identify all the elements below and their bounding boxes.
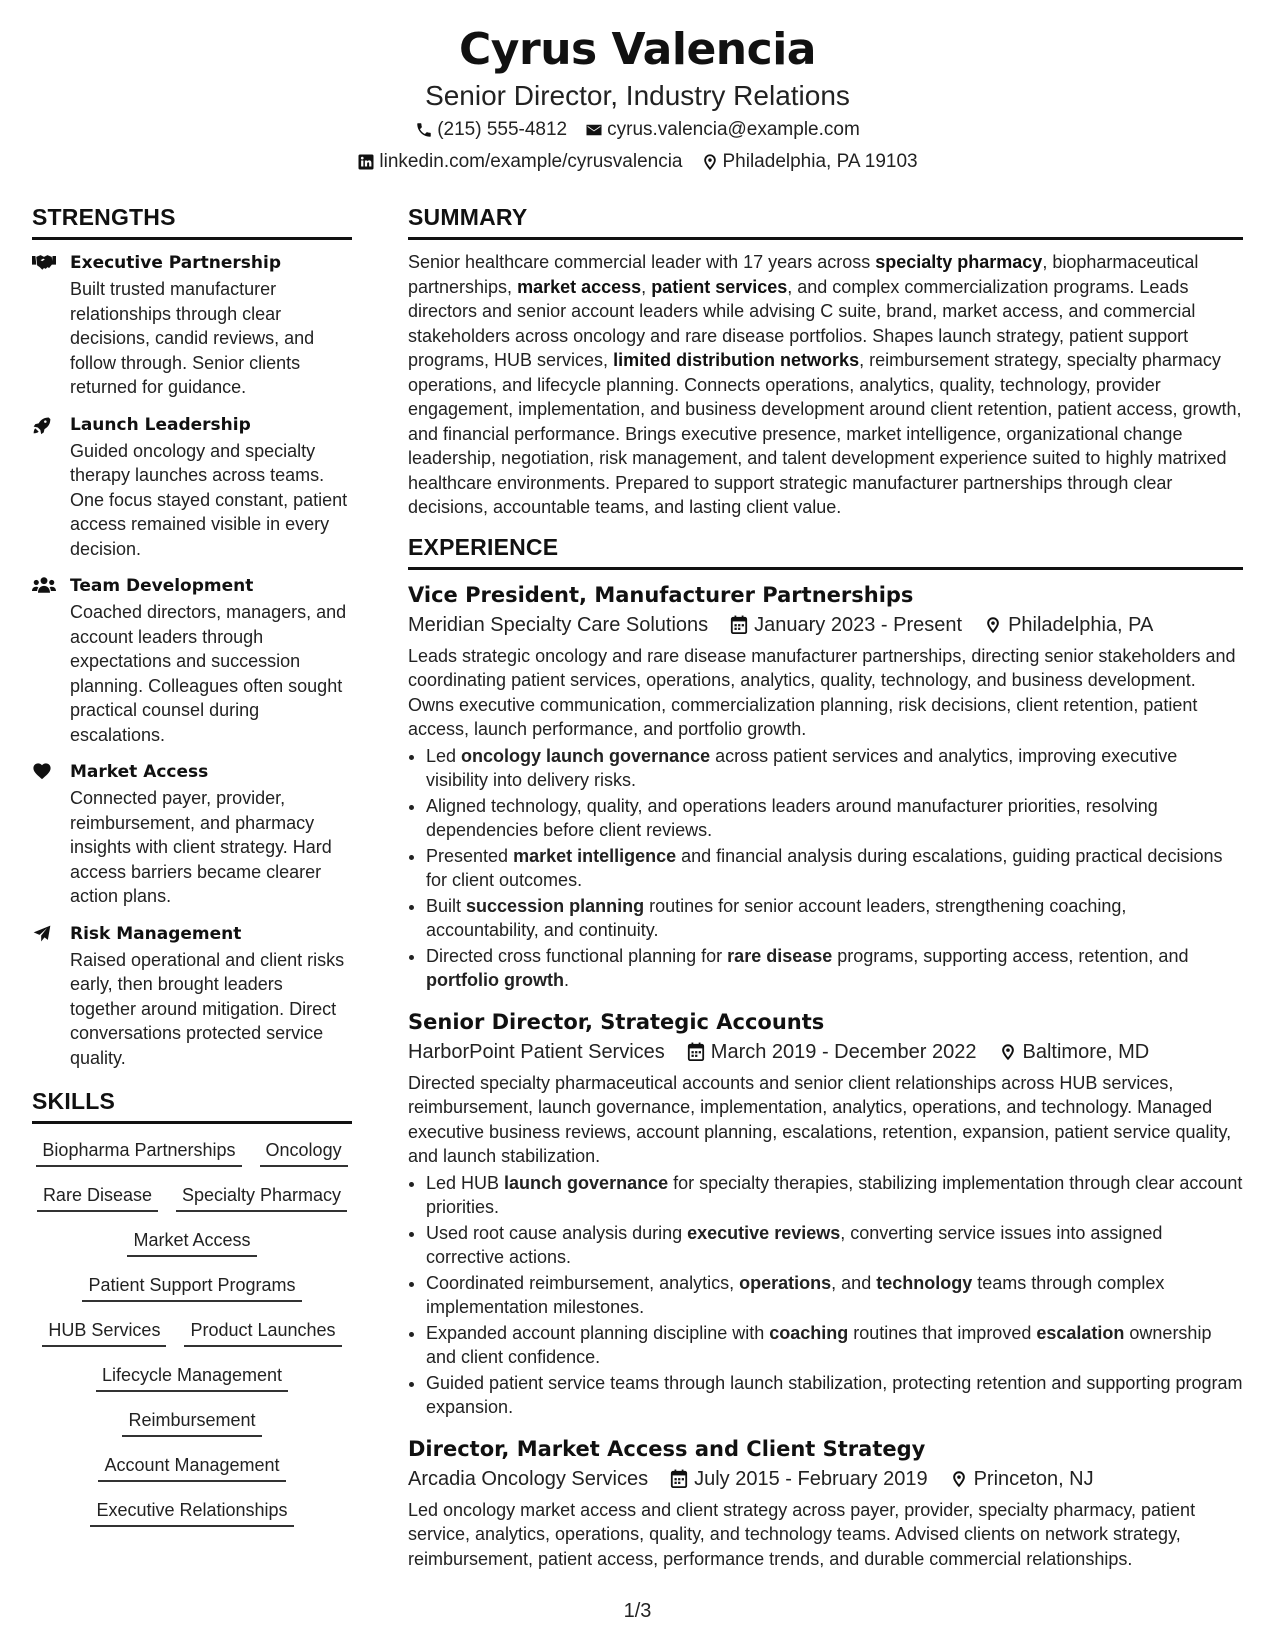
bullet-text: and financial analysis during escalations, guiding practical decisions for client outcomes.	[426, 845, 1223, 890]
bullet-text: Built	[426, 895, 467, 916]
bullet-text: Used root cause analysis during	[426, 1222, 688, 1243]
job-bullet	[426, 1271, 1243, 1320]
strength-body	[70, 250, 352, 400]
job-description: Directed specialty pharmaceutical accounts and senior client relationships across HUB services, reimbursement, launch governance, implementation, analytics, operations, and technology. Managed executive business reviews, account planning, escalations, retention, expansion, patient service quality, and launch stabilization.	[408, 1072, 1232, 1166]
bullet-emphasis: portfolio growth	[426, 970, 564, 990]
skill-tag: Reimbursement	[122, 1408, 261, 1437]
bullet-text: Directed cross functional planning for	[426, 945, 728, 966]
strength-title: Executive Partnership	[70, 253, 281, 273]
bullet-text: ownership and client confidence.	[426, 1322, 1212, 1367]
bullet-emphasis: technology	[876, 1272, 973, 1293]
bullet-text: for specialty therapies, stabilizing implementation through clear account priorities.	[426, 1172, 1243, 1217]
strengths-heading: STRENGTHS	[32, 204, 352, 240]
job-bullet	[426, 944, 1243, 993]
job-bullet	[426, 794, 1243, 843]
strength-title: Risk Management	[70, 923, 242, 944]
skills-list	[32, 1134, 352, 1527]
job-dates: July 2015 - February 2019	[694, 1467, 928, 1490]
candidate-title: Senior Director, Industry Relations	[425, 80, 850, 111]
summary-text	[408, 250, 1243, 520]
rocket-icon	[32, 412, 70, 562]
job-entry	[408, 580, 1243, 993]
bullet-text: , converting service issues into assigned corrective actions.	[426, 1222, 1163, 1267]
summary-text: , reimbursement strategy, specialty pharmacy operations, and lifecycle planning. Connects operations, analytics, quality, technology, provider engagement, implementation, and business development around client retention, patient access, growth, and financial performance. Brings executive presence, market intelligence, organizational change leadership, negotiation, risk management, and talent development experience suited to highly matrixed healthcare environments. Prepared to support strategic manufacturer partnerships through clear decisions, accountable teams, and lasting client value.	[408, 350, 1242, 517]
bullet-text: routines for senior account leaders, strengthening coaching, accountability, and continuity.	[426, 895, 1127, 940]
page-number: 1/3	[623, 1600, 652, 1622]
job-description: Leads strategic oncology and rare disease manufacturer partnerships, directing senior stakeholders and coordinating patient services, operations, analytics, quality, technology, and business development. Owns executive communication, commercialization planning, risk decisions, client retention, patient access, launch performance, and portfolio growth.	[408, 645, 1236, 739]
job-entry	[408, 1007, 1243, 1420]
contact-row-1	[0, 114, 1275, 146]
bullet-text: Led	[426, 745, 462, 766]
bullet-text: Expanded account planning discipline with	[426, 1322, 770, 1343]
job-title: Vice President, Manufacturer Partnerships	[408, 582, 914, 607]
map-pin-icon	[950, 1469, 968, 1489]
email-text[interactable]: cyrus.valencia@example.com	[607, 119, 860, 140]
strength-item	[32, 759, 352, 909]
calendar-icon	[687, 1042, 705, 1062]
bullet-text: routines that improved	[848, 1322, 1037, 1343]
bullet-text: .	[563, 970, 569, 990]
bullet-emphasis: market intelligence	[513, 845, 677, 866]
strength-item	[32, 250, 352, 400]
bullet-emphasis: coaching	[769, 1322, 849, 1343]
strength-item	[32, 921, 352, 1071]
strength-description: Guided oncology and specialty therapy launches across teams. One focus stayed constant, patient access remained visible in every decision.	[70, 440, 348, 559]
strength-item	[32, 412, 352, 562]
job-bullets	[408, 744, 1243, 993]
job-bullet	[426, 1371, 1243, 1420]
experience-heading: EXPERIENCE	[408, 534, 1243, 570]
map-pin-icon	[701, 153, 719, 171]
job-location: Princeton, NJ	[973, 1467, 1094, 1490]
skill-tag: Market Access	[127, 1228, 256, 1257]
job-title: Director, Market Access and Client Strategy	[408, 1436, 926, 1461]
email-item[interactable]	[585, 114, 860, 146]
bullet-emphasis: escalation	[1036, 1322, 1125, 1343]
skills-heading: SKILLS	[32, 1088, 352, 1124]
strength-body	[70, 921, 352, 1071]
skill-tag: Account Management	[98, 1453, 285, 1482]
strength-title: Team Development	[70, 576, 254, 596]
location-text: Philadelphia, PA 19103	[722, 151, 918, 172]
resume-header	[0, 0, 1275, 178]
bullet-emphasis: oncology launch governance	[461, 745, 711, 766]
summary-text: Senior healthcare commercial leader with 17 years across	[408, 252, 876, 272]
map-pin-icon	[999, 1042, 1017, 1062]
summary-emphasis: limited distribution networks	[613, 350, 860, 370]
job-meta	[408, 1037, 1243, 1067]
linkedin-item[interactable]	[357, 146, 682, 178]
linkedin-text[interactable]: linkedin.com/example/cyrusvalencia	[379, 151, 683, 172]
location-item	[701, 146, 918, 178]
job-description: Led oncology market access and client strategy across payer, provider, specialty pharmacy, patient service, analytics, operations, quality, and technology teams. Advised clients on network strategy, reimbursement, patient access, performance trends, and durable commercial relationships.	[408, 1499, 1196, 1569]
company-name: HarborPoint Patient Services	[408, 1040, 665, 1063]
job-bullets	[408, 1171, 1243, 1420]
job-bullet	[426, 744, 1243, 793]
strength-body	[70, 759, 352, 909]
left-column	[32, 204, 352, 1585]
company-name: Arcadia Oncology Services	[408, 1467, 649, 1490]
skill-tag: Specialty Pharmacy	[176, 1183, 347, 1212]
skill-tag: Product Launches	[184, 1318, 341, 1347]
phone-icon	[415, 121, 433, 139]
paper-plane-icon	[32, 921, 70, 1071]
users-icon	[32, 573, 70, 747]
job-title: Senior Director, Strategic Accounts	[408, 1009, 825, 1034]
summary-emphasis: market access	[517, 276, 642, 297]
job-bullet	[426, 844, 1243, 893]
candidate-name: Cyrus Valencia	[459, 24, 816, 75]
bullet-text: programs, supporting access, retention, and	[832, 945, 1189, 966]
phone-text: (215) 555-4812	[437, 119, 568, 140]
job-location: Philadelphia, PA	[1008, 613, 1154, 636]
heart-icon	[32, 759, 70, 909]
summary-emphasis: specialty pharmacy	[875, 252, 1043, 272]
company-name: Meridian Specialty Care Solutions	[408, 613, 709, 636]
bullet-text: Presented	[426, 845, 514, 866]
job-bullet	[426, 1221, 1243, 1270]
summary-text: , and complex commercialization programs. Leads directors and senior account leaders while advising C suite, brand, market access, and commercial stakeholders across oncology and rare disease portfolios. Shapes launch strategy, patient support programs, HUB services,	[408, 276, 1196, 370]
strength-body	[70, 412, 352, 562]
job-meta	[408, 610, 1243, 640]
bullet-emphasis: executive reviews	[687, 1222, 841, 1243]
calendar-icon	[670, 1469, 688, 1489]
contact-row-2	[0, 146, 1275, 178]
strength-item	[32, 573, 352, 747]
bullet-text: Led HUB	[426, 1172, 505, 1193]
strength-description: Raised operational and client risks early, then brought leaders together around mitigation. Direct conversations protected service quality.	[70, 949, 345, 1068]
job-bullet	[426, 894, 1243, 943]
bullet-text: teams through complex implementation milestones.	[426, 1272, 1165, 1317]
resume-body	[32, 204, 1243, 1585]
skill-tag: Lifecycle Management	[96, 1363, 288, 1392]
strength-description: Coached directors, managers, and account leaders through expectations and succession planning. Colleagues often sought practical counsel during escalations.	[70, 602, 347, 745]
summary-heading: SUMMARY	[408, 204, 1243, 240]
bullet-text: across patient services and analytics, improving executive visibility into delivery risks.	[426, 745, 1178, 790]
summary-text: , biopharmaceutical partnerships,	[408, 252, 1199, 297]
skill-tag: Biopharma Partnerships	[36, 1138, 241, 1167]
bullet-text: , and	[831, 1272, 877, 1293]
bullet-emphasis: succession planning	[466, 895, 645, 916]
job-bullet	[426, 1321, 1243, 1370]
bullet-emphasis: operations	[739, 1272, 832, 1293]
job-entry	[408, 1434, 1243, 1572]
phone-item	[415, 114, 567, 146]
bullet-text: Aligned technology, quality, and operations leaders around manufacturer priorities, resolving dependencies before client reviews.	[426, 795, 1158, 840]
linkedin-icon	[357, 153, 375, 171]
skill-tag: HUB Services	[42, 1318, 166, 1347]
job-dates: March 2019 - December 2022	[710, 1040, 977, 1063]
bullet-text: Coordinated reimbursement, analytics,	[426, 1272, 740, 1293]
envelope-icon	[585, 121, 603, 139]
skill-tag: Oncology	[260, 1138, 348, 1167]
skill-tag: Rare Disease	[37, 1183, 158, 1212]
strength-description: Built trusted manufacturer relationships through clear decisions, candid reviews, and follow through. Senior clients returned for guidance.	[70, 279, 315, 397]
bullet-emphasis: rare disease	[727, 945, 833, 966]
skill-tag: Patient Support Programs	[82, 1273, 301, 1302]
job-meta	[408, 1464, 1243, 1494]
strength-description: Connected payer, provider, reimbursement, and pharmacy insights with client strategy. Hard access barriers became clearer action plans.	[70, 788, 332, 906]
map-pin-icon	[984, 615, 1002, 635]
bullet-emphasis: launch governance	[504, 1172, 669, 1193]
strength-title: Market Access	[70, 762, 209, 782]
summary-emphasis: patient services	[651, 276, 788, 297]
handshake-icon	[32, 250, 70, 400]
job-dates: January 2023 - Present	[754, 613, 963, 636]
experience-list	[408, 580, 1243, 1572]
calendar-icon	[730, 615, 748, 635]
summary-text: ,	[641, 276, 652, 297]
job-location: Baltimore, MD	[1022, 1040, 1150, 1063]
strengths-list	[32, 250, 352, 1070]
strength-title: Launch Leadership	[70, 414, 251, 435]
bullet-text: Guided patient service teams through launch stabilization, protecting retention and supporting program expansion.	[426, 1372, 1243, 1417]
skill-tag: Executive Relationships	[90, 1498, 293, 1527]
job-bullet	[426, 1171, 1243, 1220]
strength-body	[70, 573, 352, 747]
right-column	[408, 204, 1243, 1585]
